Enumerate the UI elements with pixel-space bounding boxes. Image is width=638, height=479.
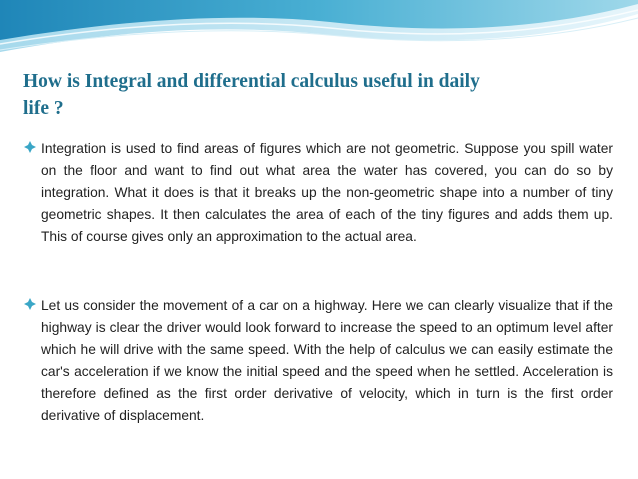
bullet-text — [41, 295, 613, 427]
text-line: know the initial speed and the speed when he settled. — [186, 364, 520, 379]
text-line: visualize that if the highway is clear the driver would look forward to increase — [41, 298, 613, 335]
text-line: Let us consider the movement of a car on a highway. Here we can clearly — [41, 298, 495, 313]
diamond-bullet-icon — [23, 140, 37, 154]
bullet-item-car-example — [23, 295, 613, 427]
text-line: covered, you can do so by integration. What it does is that it breaks up the — [41, 163, 613, 200]
text-line: velocity, which in turn is the first order derivative of displacement. — [41, 386, 613, 423]
diamond-bullet-icon — [23, 297, 37, 311]
slide-title-line: life ? — [23, 98, 64, 119]
text-line: the speed to an optimum level after which he will drive with the same speed. — [41, 320, 614, 357]
slide-title-line: How is Integral and differential calculus useful in daily — [23, 71, 480, 92]
text-line: course gives only an approximation to the actual area. — [86, 229, 417, 244]
bullet-text — [41, 138, 613, 248]
text-line: non-geometric shape into a number of tiny geometric shapes. It then — [41, 185, 613, 222]
text-line: calculates the area of each of the tiny figures and adds them up. This of — [41, 207, 613, 244]
text-line: With the help of calculus we can easily estimate the car's acceleration if we — [41, 342, 613, 379]
text-line: Integration is used to find areas of figures which are not geometric. Suppose — [41, 141, 519, 156]
text-line: Acceleration is therefore defined as the first order derivative of — [41, 364, 613, 401]
wave-banner — [0, 0, 638, 62]
text-line: you spill water on the floor and want to find out what area the water has — [41, 141, 614, 178]
slide-title — [23, 68, 623, 122]
bullet-item-integration — [23, 138, 613, 248]
